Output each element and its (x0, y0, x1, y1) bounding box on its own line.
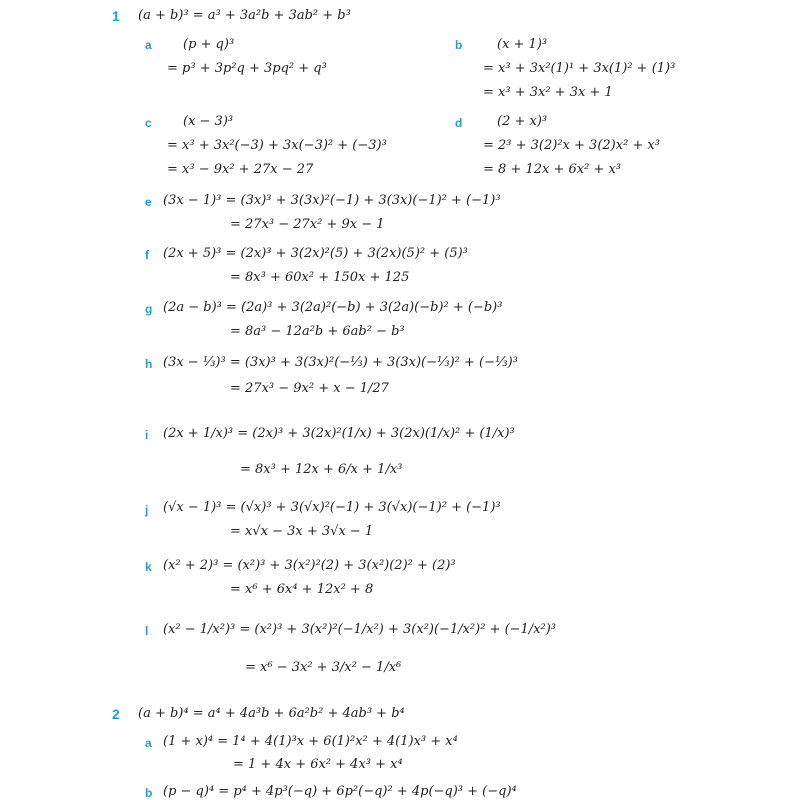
part-2a-line-2: = 1 + 4x + 6x² + 4x³ + x⁴ (233, 757, 403, 772)
part-1c-line-1: (x − 3)³ (183, 114, 234, 129)
part-1h-line-1: (3x − ⅓)³ = (3x)³ + 3(3x)²(−⅓) + 3(3x)(−⅓)² + (−⅓)³ (163, 355, 518, 370)
part-1d-line-2: = 2³ + 3(2)²x + 3(2)x² + x³ (483, 138, 660, 153)
part-1c-line-2: = x³ + 3x²(−3) + 3x(−3)² + (−3)³ (167, 138, 387, 153)
part-1k-line-2: = x⁶ + 6x⁴ + 12x² + 8 (230, 582, 374, 597)
part-1c-line-3: = x³ − 9x² + 27x − 27 (167, 162, 314, 177)
part-1d-line-1: (2 + x)³ (497, 114, 548, 129)
part-1f-line-2: = 8x³ + 60x² + 150x + 125 (230, 270, 410, 285)
question-2-header: (a + b)⁴ = a⁴ + 4a³b + 6a²b² + 4ab³ + b⁴ (138, 706, 405, 721)
part-1f-line-1: (2x + 5)³ = (2x)³ + 3(2x)²(5) + 3(2x)(5)² + (5)³ (163, 246, 468, 261)
part-2b-line-1: (p − q)⁴ = p⁴ + 4p³(−q) + 6p²(−q)² + 4p(−q)³ + (−q)⁴ (163, 784, 517, 799)
part-label-1d: d (455, 116, 463, 130)
part-label-1i: i (145, 428, 149, 442)
part-label-1e: e (145, 195, 152, 209)
part-1i-line-1: (2x + 1/x)³ = (2x)³ + 3(2x)²(1/x) + 3(2x)(1/x)² + (1/x)³ (163, 426, 515, 441)
part-label-1k: k (145, 560, 152, 574)
part-1a-line-1: (p + q)³ (183, 37, 235, 52)
part-1j-line-2: = x√x − 3x + 3√x − 1 (230, 524, 374, 539)
part-1b-line-3: = x³ + 3x² + 3x + 1 (483, 85, 613, 100)
part-1a-line-2: = p³ + 3p²q + 3pq² + q³ (167, 61, 327, 76)
part-1b-line-2: = x³ + 3x²(1)¹ + 3x(1)² + (1)³ (483, 61, 676, 76)
part-1j-line-1: (√x − 1)³ = (√x)³ + 3(√x)²(−1) + 3(√x)(−1)² + (−1)³ (163, 500, 501, 515)
part-1d-line-3: = 8 + 12x + 6x² + x³ (483, 162, 621, 177)
part-1g-line-1: (2a − b)³ = (2a)³ + 3(2a)²(−b) + 3(2a)(−b)² + (−b)³ (163, 300, 503, 315)
question-number-2: 2 (112, 706, 120, 722)
part-label-1a: a (145, 38, 152, 52)
question-1-header: (a + b)³ = a³ + 3a²b + 3ab² + b³ (138, 8, 351, 23)
part-1e-line-2: = 27x³ − 27x² + 9x − 1 (230, 217, 385, 232)
part-label-2a: a (145, 736, 152, 750)
part-label-1b: b (455, 38, 463, 52)
part-1l-line-2: = x⁶ − 3x² + 3/x² − 1/x⁶ (245, 660, 402, 675)
part-1g-line-2: = 8a³ − 12a²b + 6ab² − b³ (230, 324, 405, 339)
part-label-1c: c (145, 116, 152, 130)
part-label-1g: g (145, 302, 153, 316)
part-2a-line-1: (1 + x)⁴ = 1⁴ + 4(1)³x + 6(1)²x² + 4(1)x³ + x⁴ (163, 734, 458, 749)
part-1l-line-1: (x² − 1/x²)³ = (x²)³ + 3(x²)²(−1/x²) + 3(x²)(−1/x²)² + (−1/x²)³ (163, 622, 557, 637)
part-label-1f: f (145, 248, 149, 262)
part-label-1l: l (145, 624, 149, 638)
part-label-1j: j (145, 503, 149, 517)
part-1e-line-1: (3x − 1)³ = (3x)³ + 3(3x)²(−1) + 3(3x)(−1)² + (−1)³ (163, 193, 501, 208)
part-label-1h: h (145, 357, 153, 371)
part-1i-line-2: = 8x³ + 12x + 6/x + 1/x³ (240, 462, 403, 477)
part-1b-line-1: (x + 1)³ (497, 37, 548, 52)
question-number-1: 1 (112, 8, 120, 24)
part-label-2b: b (145, 786, 153, 800)
part-1h-line-2: = 27x³ − 9x² + x − 1/27 (230, 381, 389, 396)
part-1k-line-1: (x² + 2)³ = (x²)³ + 3(x²)²(2) + 3(x²)(2)² + (2)³ (163, 558, 456, 573)
